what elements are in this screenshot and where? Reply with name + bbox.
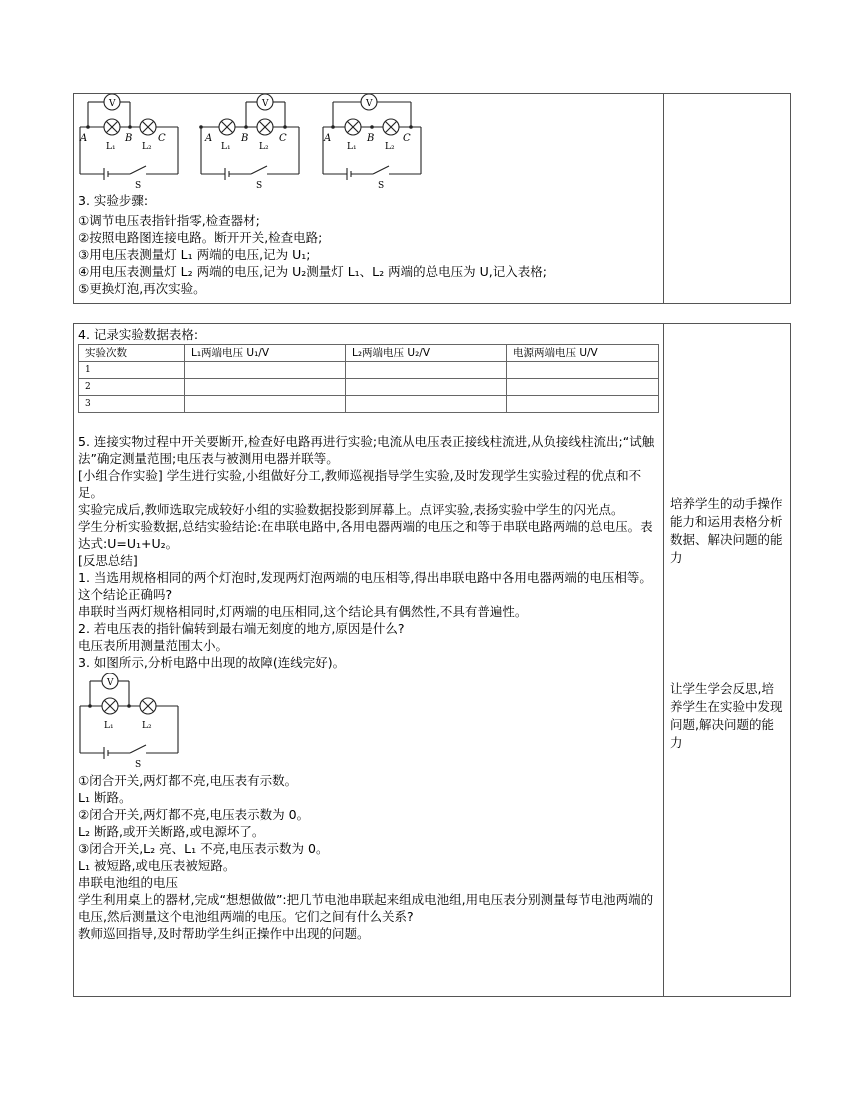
svg-text:L₂: L₂ [142, 721, 152, 731]
svg-text:C: C [403, 133, 411, 144]
battery-title: 串联电池组的电压 [78, 875, 179, 890]
table-header: 电源两端电压 U/V [507, 345, 659, 362]
svg-text:C: C [279, 133, 287, 144]
table-row [79, 362, 659, 379]
circuit-diagrams [78, 94, 658, 190]
fault-answer: L₂ 断路,或开关断路,或电源坏了。 [78, 824, 265, 839]
table-header: L₁两端电压 U₁/V [185, 345, 346, 362]
fault-item: ③闭合开关,L₂ 亮、L₁ 不亮,电压表示数为 0。 [78, 841, 329, 856]
step-item: ③用电压表测量灯 L₁ 两端的电压,记为 U₁; [78, 247, 311, 262]
fault-answer: L₁ 断路。 [78, 790, 132, 805]
circuit-diagram-1 [78, 94, 190, 190]
svg-text:S: S [256, 181, 263, 190]
svg-text:L₁: L₁ [221, 142, 231, 152]
fault-item: ②闭合开关,两灯都不亮,电压表示数为 0。 [78, 807, 310, 822]
question-2: 2. 若电压表的指针偏转到最右端无刻度的地方,原因是什么? [78, 621, 405, 636]
paragraph-5: 5. 连接实物过程中开关要断开,检查好电路再进行实验;电流从电压表正接线柱流进,从负接线柱流出;“试触法”确定测量范围;电压表与被测用电器并联等。 [78, 434, 655, 466]
svg-text:L₂: L₂ [385, 142, 395, 152]
teacher-guidance: 教师巡回指导,及时帮助学生纠正操作中出现的问题。 [78, 926, 370, 941]
bottom-table-section [73, 323, 791, 997]
svg-text:V: V [109, 99, 116, 109]
answer-1: 串联时当两灯规格相同时,灯两端的电压相同,这个结论具有偶然性,不具有普遍性。 [78, 604, 528, 619]
column-divider [663, 324, 664, 996]
table-header: L₂两端电压 U₂/V [346, 345, 507, 362]
svg-text:B: B [367, 133, 375, 144]
svg-text:C: C [158, 133, 166, 144]
step-item: ⑤更换灯泡,再次实验。 [78, 281, 206, 296]
after-experiment-text: 实验完成后,教师选取完成较好小组的实验数据投影到屏幕上。点评实验,表扬实验中学生的闪光点。 [78, 502, 624, 517]
steps-title: 3. 实验步骤: [78, 193, 149, 208]
svg-text:L₂: L₂ [142, 142, 152, 152]
svg-text:V: V [262, 99, 269, 109]
step-item: ④用电压表测量灯 L₂ 两端的电压,记为 U₂测量灯 L₁、L₂ 两端的总电压为 U,记入表格; [78, 264, 547, 279]
svg-text:B: B [241, 133, 249, 144]
svg-text:S: S [378, 181, 385, 190]
svg-text:B: B [125, 133, 133, 144]
svg-text:A: A [80, 133, 88, 144]
circuit-diagram-3 [321, 94, 433, 190]
question-3: 3. 如图所示,分析电路中出现的故障(连线完好)。 [78, 655, 346, 670]
svg-text:V: V [107, 678, 114, 688]
svg-text:L₁: L₁ [106, 142, 116, 152]
data-record-table [78, 344, 659, 413]
table-row [79, 396, 659, 413]
svg-text:A: A [324, 133, 332, 144]
svg-text:S: S [135, 760, 142, 769]
top-table-section [73, 93, 791, 304]
experiment-content-cell [78, 326, 658, 942]
circuit-diagram-2 [199, 94, 311, 190]
svg-text:A: A [205, 133, 213, 144]
svg-text:L₁: L₁ [347, 142, 357, 152]
step-item: ②按照电路图连接电路。断开开关,检查电路; [78, 230, 323, 245]
design-intent-1: 培养学生的动手操作能力和运用表格分析数据、解决问题的能力 [670, 496, 783, 565]
reflect-title: [反思总结] [78, 553, 138, 568]
table-header-row [79, 345, 659, 362]
group-experiment-text: [小组合作实验] 学生进行实验,小组做好分工,教师巡视指导学生实验,及时发现学生实验过程的优点和不足。 [78, 468, 642, 500]
step-item: ①调节电压表指针指零,检查器材; [78, 213, 260, 228]
answer-2: 电压表所用测量范围太小。 [78, 638, 229, 653]
svg-text:L₂: L₂ [259, 142, 269, 152]
table-title: 4. 记录实验数据表格: [78, 327, 199, 342]
svg-text:S: S [135, 181, 142, 190]
table-header: 实验次数 [79, 345, 185, 362]
table-cell: 1 [79, 362, 185, 379]
svg-text:L₁: L₁ [104, 721, 114, 731]
battery-text: 学生利用桌上的器材,完成“想想做做”:把几节电池串联起来组成电池组,用电压表分别测量每节电池两端的电压,然后测量这个电池组两端的电压。它们之间有什么关系? [78, 892, 654, 924]
fault-item: ①闭合开关,两灯都不亮,电压表有示数。 [78, 773, 298, 788]
table-row [79, 379, 659, 396]
analysis-text: 学生分析实验数据,总结实验结论:在串联电路中,各用电器两端的电压之和等于串联电路两端的总电压。表达式:U=U₁+U₂。 [78, 519, 653, 551]
fault-answer: L₁ 被短路,或电压表被短路。 [78, 858, 236, 873]
svg-text:V: V [366, 99, 373, 109]
question-1: 1. 当选用规格相同的两个灯泡时,发现两灯泡两端的电压相等,得出串联电路中各用电器两端的电压相等。这个结论正确吗? [78, 570, 652, 602]
column-divider [663, 94, 664, 303]
table-cell: 2 [79, 379, 185, 396]
experiment-steps-cell [78, 94, 658, 297]
design-intent-2: 让学生学会反思,培养学生在实验中发现问题,解决问题的能力 [670, 681, 783, 750]
table-cell: 3 [79, 396, 185, 413]
fault-circuit-diagram [78, 673, 190, 769]
